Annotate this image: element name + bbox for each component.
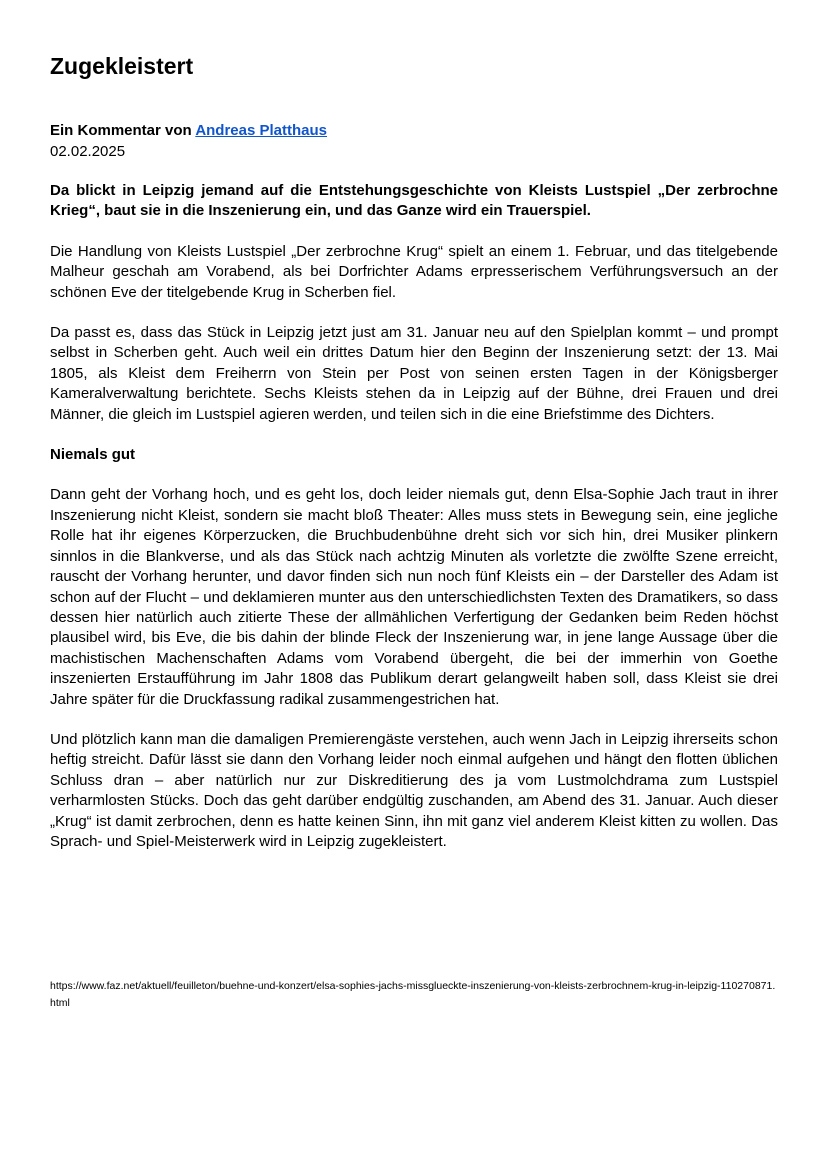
article-body [50, 181, 778, 872]
paragraph: Dann geht der Vorhang hoch, und es geht los, doch leider niemals gut, denn Elsa-Sophie Jach traut in ihrer Inszenierung nicht Kleist, sondern sie macht bloß Theater: Alles muss stets in Bewegung sein, eine jegliche Rolle hat ihr eigenes Körperzucken, die Bruchbudenbühne dreht sich vor sich hin, drei Musiker plinkern sinnlos in die Blankverse, und als das Stück nach achtzig Minuten als vorletzte die zwölfte Szene erreicht, rauscht der Vorhang herunter, und davor finden sich nun noch fünf Kleists ein – der Darsteller des Adam ist schon auf der Flucht – und deklamieren munter aus den unterschiedlichsten Texten des Dramatikers, so dass dessen hier natürlich auch zitierte These der allmählichen Verfertigung der Gedanken beim Reden höchst plausibel wird, bis Eve, die bis dahin der blinde Fleck der Inszenierung war, in jene lange Aussage über die machistischen Machenschaften Adams vom Vorabend übergeht, die bei der immerhin von Goethe inszenierten Erstaufführung im Jahr 1808 das Publikum derart gelangweilt haben soll, dass Kleist sie drei Jahre später für die Druckfassung radikal zusammengestrichen hat. [50, 486, 778, 708]
author-link[interactable]: Andreas Platthaus [195, 122, 328, 139]
byline-line [50, 120, 327, 141]
paragraph: Die Handlung von Kleists Lustspiel „Der zerbrochne Krug“ spielt an einem 1. Februar, und das titelgebende Malheur geschah am Vorabend, als bei Dorfrichter Adams erpresserischem Verführungsversuch an der schönen Eve der titelgebende Krug in Scherben fiel. [50, 242, 778, 301]
article-title: Zugekleistert [50, 53, 194, 79]
section-heading: Niemals gut [50, 446, 136, 464]
paragraph: Und plötzlich kann man die damaligen Premierengäste verstehen, auch wenn Jach in Leipzig ihrerseits schon heftig streicht. Dafür lässt sie dann den Vorhang leider noch einmal aufgehen und hängt den flotten üblichen Schluss dran – aber natürlich nur zur Diskreditierung des ja vom Lustmolchdrama zum Lustspiel verharmlosten Stücks. Doch das geht darüber endgültig zuschanden, am Abend des 31. Januar. Auch dieser „Krug“ ist damit zerbrochen, denn es hatte keinen Sinn, ihn mit ganz viel anderem Kleist kitten zu wollen. Das Sprach- und Spiel-Meisterwerk wird in Leipzig zugekleistert. [50, 730, 778, 850]
publish-date: 02.02.2025 [50, 143, 126, 160]
article-lead: Da blickt in Leipzig jemand auf die Entstehungsgeschichte von Kleists Lustspiel „Der zerbrochne Krieg“, baut sie in die Inszenierung ein, und das Ganze wird ein Trauerspiel. [50, 182, 778, 220]
byline-prefix: Ein Kommentar von [50, 122, 196, 139]
byline [50, 120, 327, 162]
paragraph: Da passt es, dass das Stück in Leipzig jetzt just am 31. Januar neu auf den Spielplan kommt – und prompt selbst in Scherben geht. Auch weil ein drittes Datum hier den Beginn der Inszenierung setzt: der 13. Mai 1805, als Kleist dem Freiherrn von Stein per Post von seinen ersten Tagen in der Königsberger Kameralverwaltung berichtete. Sechs Kleists stehen da in Leipzig auf der Bühne, drei Frauen und drei Männer, die gleich im Lustspiel agieren werden, und teilen sich in die eine Briefstimme des Dichters. [50, 324, 778, 423]
source-url: https://www.faz.net/aktuell/feuilleton/buehne-und-konzert/elsa-sophies-jachs-missglueckte-inszenierung-von-kleists-zerbrochnem-krug-in-leipzig-110270871.html [50, 980, 776, 1009]
